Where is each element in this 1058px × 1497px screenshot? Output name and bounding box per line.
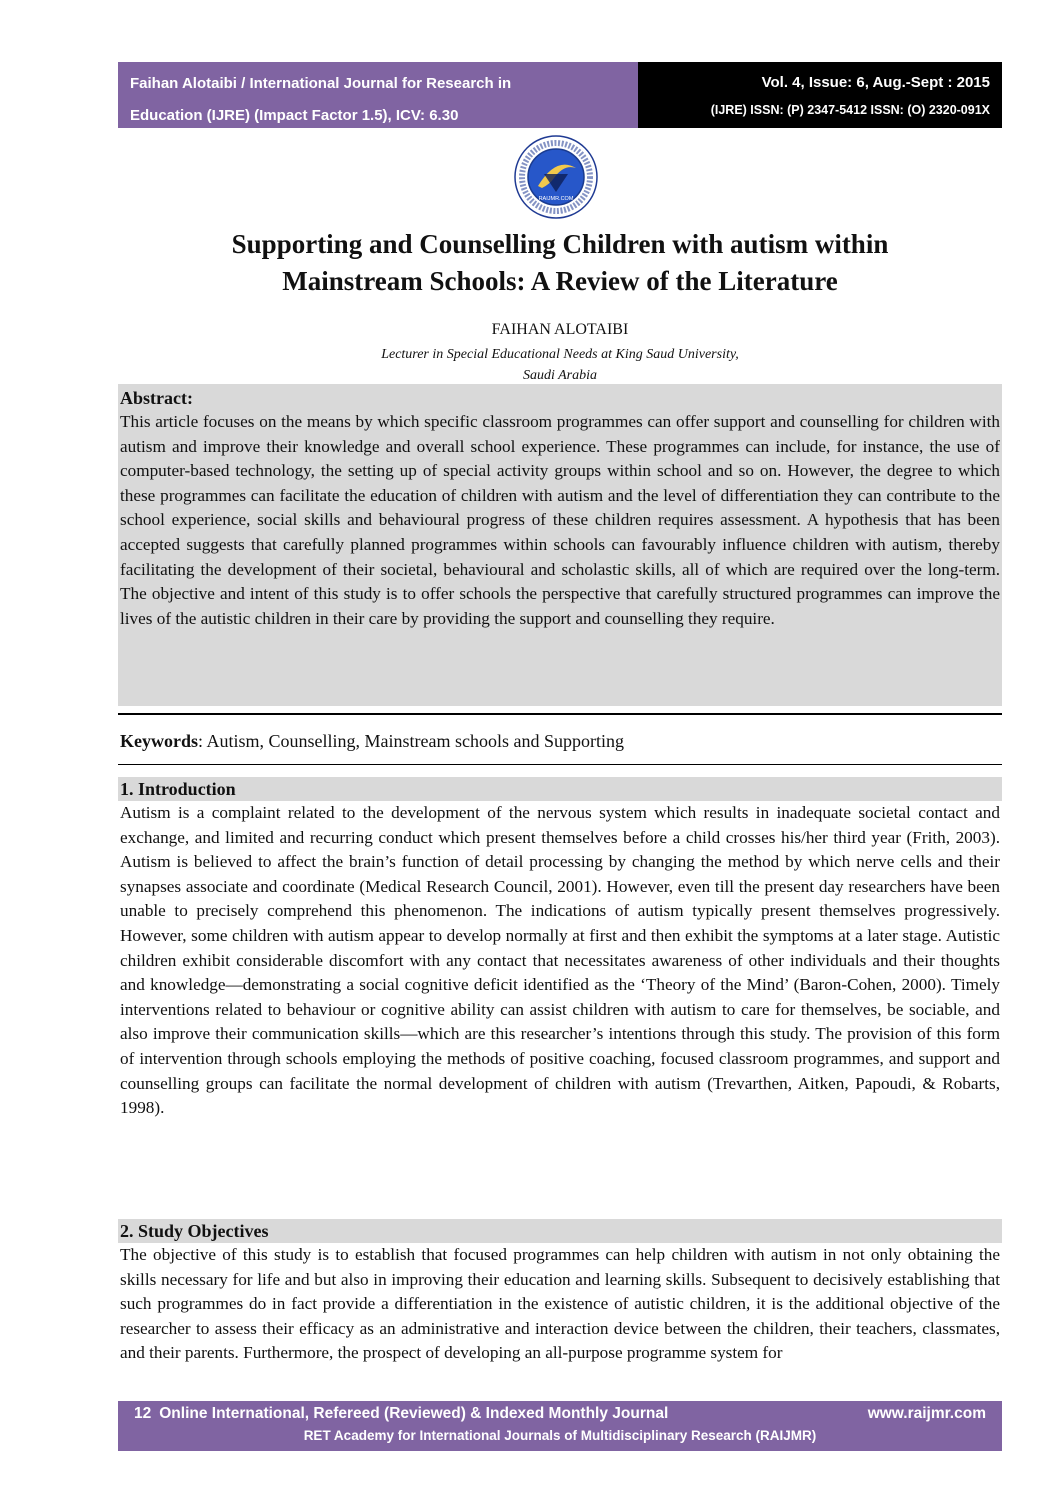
section-body-study-objectives: The objective of this study is to establish that focused programmes can help children with autism in not only obtaining the skills necessary for life and but also in improving their education and learning skills. Subsequent to decisively establishing that such programmes do in fact provide a differentiation in the existence of autistic children, it is the additional objective of the researcher to assess their efficacy as an administrative and interaction device between the children, their teachers, classmates, and their parents. Furthermore, the prospect of developing an all-purpose programme system for [120, 1245, 1000, 1363]
abstract-text: This article focuses on the means by which specific classroom programmes can offer support and counselling for children with autism and improve their knowledge and overall school experience. These programmes can include, for instance, the use of computer-based technology, the setting up of special activity groups within school and so on. However, the degree to which these programmes can facilitate the education of children with autism and the level of differentiation they can contribute to the school experience, social skills and behavioural progress of these children requires assessment. A hypothesis that has been accepted suggests that carefully planned programmes within schools can favourably influence children with autism, thereby facilitating the development of their societal, behavioural and scholastic skills, all of which are required over the long-term. The objective and intent of this study is to offer schools the perspective that carefully structured programmes can improve the lives of the autistic children in their care by providing the support and counselling they require. [120, 412, 1000, 628]
header-issn: (IJRE) ISSN: (P) 2347-5412 ISSN: (O) 2320-091X [710, 103, 990, 117]
paper-title-line1: Supporting and Counselling Children with autism within [231, 229, 889, 259]
footer-publisher: RET Academy for International Journals of Multidisciplinary Research (RAIJMR) [303, 1428, 817, 1443]
abstract-heading: Abstract: [120, 388, 193, 408]
author-name: FAIHAN ALOTAIBI [491, 321, 629, 338]
author-affiliation [118, 344, 1002, 386]
paper-title [118, 226, 1002, 300]
journal-header [118, 62, 1002, 128]
logo-center-text: RAIJMR.COM [538, 196, 574, 202]
footer-journal-line [134, 1405, 668, 1423]
footer-website-link[interactable]: www.raijmr.com [867, 1405, 986, 1422]
divider [118, 713, 1002, 715]
divider [118, 764, 1002, 765]
keywords-text: : Autism, Counselling, Mainstream schools and Supporting [198, 731, 624, 751]
section-body-introduction: Autism is a complaint related to the development of the nervous system which results in inadequate societal contact and exchange, and limited and recurring conduct which present themselves before a child crosses his/her third year (Frith, 2003). Autism is believed to affect the brain’s function of detail processing by changing the method by which nerve cells and their synapses associate and coordinate (Medical Research Council, 2001). However, even till the present day researchers have been unable to precisely comprehend this phenomenon. The indications of autism typically present themselves progressively. However, some children with autism appear to develop normally at first and then exhibit the symptoms at a later stage. Autistic children exhibit considerable discomfort with any contact that necessitates awareness of other individuals and their thoughts and knowledge—demonstrating a social cognitive deficit identified as the ‘Theory of the Mind’ (Baron-Cohen, 2000). Timely interventions related to behaviour or cognitive ability can assist children with autism to care for themselves, be sociable, and also improve their communication skills—which are this researcher’s intentions through this study. The provision of this form of intervention through schools employing the methods of positive coaching, focused classroom programmes, and support and counselling groups can facilitate the normal development of children with autism (Trevarthen, Aitken, Papoudi, & Robarts, 1998). [120, 803, 1000, 1118]
page-number: 12 [134, 1405, 152, 1422]
affiliation-line1: Lecturer in Special Educational Needs at King Saud University, [381, 347, 739, 362]
keywords-label: Keywords [120, 731, 198, 751]
affiliation-line2: Saudi Arabia [522, 368, 598, 383]
section-heading-introduction: 1. Introduction [118, 777, 1002, 801]
footer-journal-description: Online International, Refereed (Reviewed) & Indexed Monthly Journal [159, 1405, 669, 1422]
abstract-box [118, 384, 1002, 706]
header-volume-issue: Vol. 4, Issue: 6, Aug.-Sept : 2015 [761, 74, 990, 91]
raijmr-seal-logo [504, 134, 608, 220]
header-citation-line2: Education (IJRE) (Impact Factor 1.5), ICV: 6.30 [130, 107, 459, 124]
journal-footer [118, 1401, 1002, 1451]
header-citation [118, 62, 638, 128]
section-heading-study-objectives: 2. Study Objectives [118, 1219, 1002, 1243]
keywords [120, 729, 1000, 753]
header-issue-info [638, 62, 1002, 128]
header-citation-line1: Faihan Alotaibi / International Journal for Research in [130, 75, 512, 92]
paper-title-line2: Mainstream Schools: A Review of the Literature [282, 266, 838, 296]
